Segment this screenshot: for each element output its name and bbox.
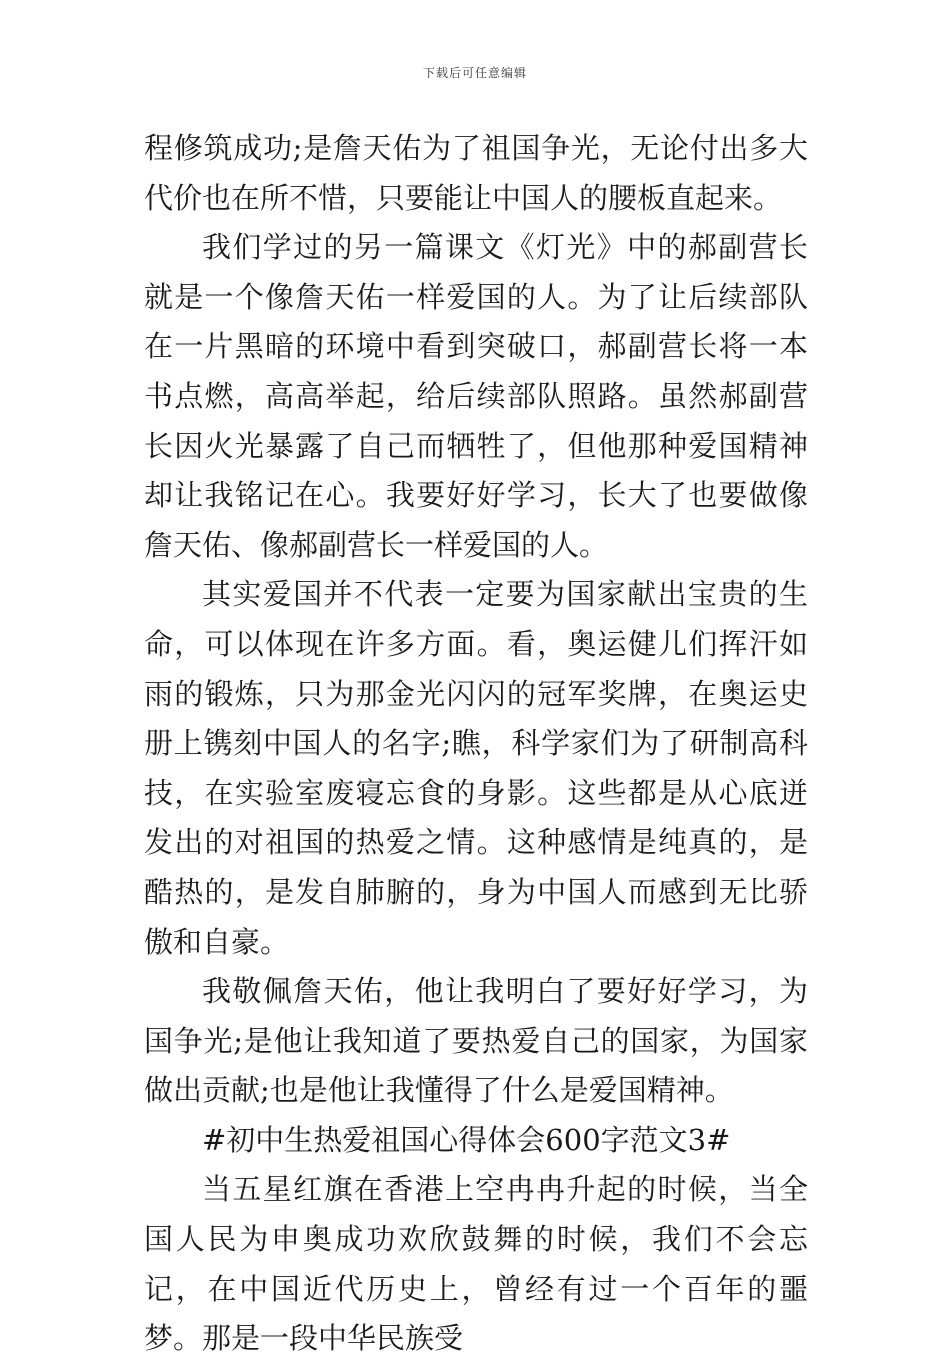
section-heading: #初中生热爱祖国心得体会600字范文3# (202, 1122, 731, 1157)
paragraph-continued: 程修筑成功;是詹天佑为了祖国争光，无论付出多大代价也在所不惜，只要能让中国人的腰板直起来。 (144, 131, 808, 215)
paragraph: 其实爱国并不代表一定要为国家献出宝贵的生命，可以体现在许多方面。看，奥运健儿们挥汗如雨的锻炼，只为那金光闪闪的冠军奖牌，在奥运史册上镌刻中国人的名字;瞧，科学家们为了研制高科技，在实验室废寝忘食的身影。这些都是从心底迸发出的对祖国的热爱之情。这种感情是纯真的，是酷热的，是发自肺腑的，身为中国人而感到无比骄傲和自豪。 (144, 577, 808, 959)
paragraph: 我们学过的另一篇课文《灯光》中的郝副营长就是一个像詹天佑一样爱国的人。为了让后续部队在一片黑暗的环境中看到突破口，郝副营长将一本书点燃，高高举起，给后续部队照路。虽然郝副营长因火光暴露了自己而牺牲了，但他那种爱国精神却让我铭记在心。我要好好学习，长大了也要做像詹天佑、像郝副营长一样爱国的人。 (144, 230, 808, 562)
document-body (144, 124, 808, 1364)
paragraph: 当五星红旗在香港上空冉冉升起的时候，当全国人民为申奥成功欢欣鼓舞的时候，我们不会忘记，在中国近代历史上，曾经有过一个百年的噩梦。那是一段中华民族受 (144, 1172, 808, 1356)
paragraph: 我敬佩詹天佑，他让我明白了要好好学习，为国争光;是他让我知道了要热爱自己的国家，为国家做出贡献;也是他让我懂得了什么是爱国精神。 (144, 974, 808, 1108)
page-header: 下载后可任意编辑 (422, 66, 527, 80)
